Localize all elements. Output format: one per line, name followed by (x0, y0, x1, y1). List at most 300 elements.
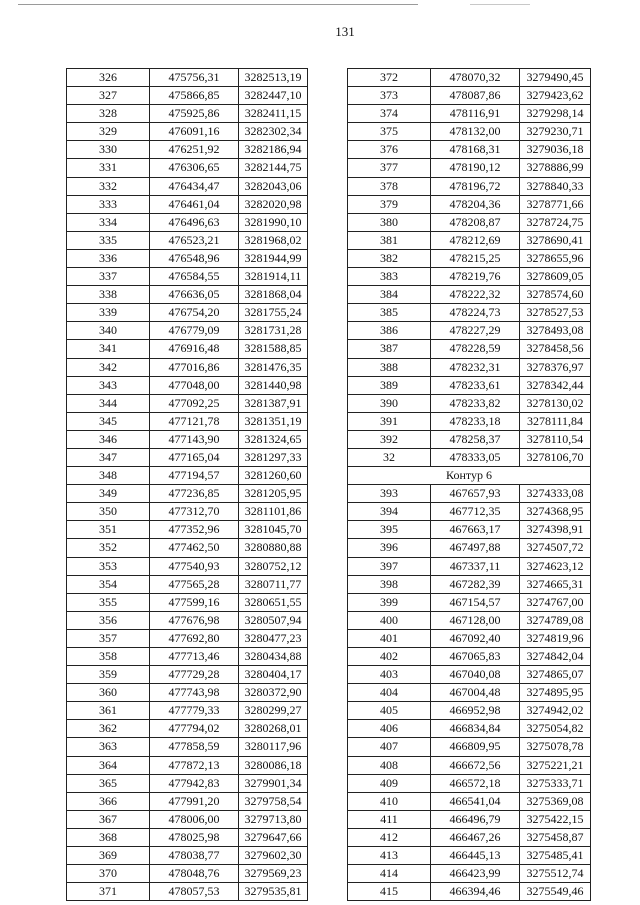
y-coordinate-cell: 3280404,17 (239, 666, 308, 684)
point-number-cell: 383 (348, 268, 431, 286)
x-coordinate-cell: 477092,25 (150, 394, 239, 412)
y-coordinate-cell: 3280434,88 (239, 648, 308, 666)
x-coordinate-cell: 466809,95 (431, 738, 520, 756)
table-row (67, 648, 308, 666)
x-coordinate-cell: 477676,98 (150, 611, 239, 629)
point-number-cell: 338 (67, 286, 150, 304)
y-coordinate-cell: 3275369,08 (520, 792, 591, 810)
table-row (67, 394, 308, 412)
y-coordinate-cell: 3279758,54 (239, 792, 308, 810)
point-number-cell: 362 (67, 720, 150, 738)
point-number-cell: 350 (67, 503, 150, 521)
point-number-cell: 412 (348, 828, 431, 846)
point-number-cell: 376 (348, 141, 431, 159)
point-number-cell: 410 (348, 792, 431, 810)
x-coordinate-cell: 478196,72 (431, 177, 520, 195)
point-number-cell: 407 (348, 738, 431, 756)
point-number-cell: 379 (348, 195, 431, 213)
x-coordinate-cell: 476461,04 (150, 195, 239, 213)
x-coordinate-cell: 466834,84 (431, 720, 520, 738)
x-coordinate-cell: 467128,00 (431, 611, 520, 629)
y-coordinate-cell: 3275221,21 (520, 756, 591, 774)
x-coordinate-cell: 477872,13 (150, 756, 239, 774)
point-number-cell: 356 (67, 611, 150, 629)
point-number-cell: 415 (348, 883, 431, 901)
table-row (67, 738, 308, 756)
y-coordinate-cell: 3274865,07 (520, 666, 591, 684)
y-coordinate-cell: 3274507,72 (520, 539, 591, 557)
y-coordinate-cell: 3281045,70 (239, 521, 308, 539)
y-coordinate-cell: 3279230,71 (520, 123, 591, 141)
y-coordinate-cell: 3282186,94 (239, 141, 308, 159)
y-coordinate-cell: 3274333,08 (520, 485, 591, 503)
y-coordinate-cell: 3275054,82 (520, 720, 591, 738)
table-row (348, 792, 591, 810)
x-coordinate-cell: 478222,32 (431, 286, 520, 304)
x-coordinate-cell: 467065,83 (431, 648, 520, 666)
point-number-cell: 342 (67, 358, 150, 376)
table-row (67, 485, 308, 503)
y-coordinate-cell: 3274623,12 (520, 557, 591, 575)
x-coordinate-cell: 476251,92 (150, 141, 239, 159)
y-coordinate-cell: 3278886,99 (520, 159, 591, 177)
table-row (348, 575, 591, 593)
y-coordinate-cell: 3279423,62 (520, 87, 591, 105)
coordinates-table-left (66, 68, 308, 901)
point-number-cell: 335 (67, 231, 150, 249)
table-row (67, 666, 308, 684)
x-coordinate-cell: 475925,86 (150, 105, 239, 123)
point-number-cell: 374 (348, 105, 431, 123)
x-coordinate-cell: 477236,85 (150, 485, 239, 503)
point-number-cell: 347 (67, 448, 150, 466)
point-number-cell: 368 (67, 828, 150, 846)
x-coordinate-cell: 476306,65 (150, 159, 239, 177)
x-coordinate-cell: 478233,18 (431, 412, 520, 430)
y-coordinate-cell: 3282144,75 (239, 159, 308, 177)
point-number-cell: 397 (348, 557, 431, 575)
point-number-cell: 363 (67, 738, 150, 756)
y-coordinate-cell: 3279535,81 (239, 883, 308, 901)
y-coordinate-cell: 3280268,01 (239, 720, 308, 738)
point-number-cell: 345 (67, 412, 150, 430)
y-coordinate-cell: 3275458,87 (520, 828, 591, 846)
y-coordinate-cell: 3275549,46 (520, 883, 591, 901)
y-coordinate-cell: 3281755,24 (239, 304, 308, 322)
x-coordinate-cell: 478204,36 (431, 195, 520, 213)
y-coordinate-cell: 3278690,41 (520, 231, 591, 249)
x-coordinate-cell: 477462,50 (150, 539, 239, 557)
y-coordinate-cell: 3274665,31 (520, 575, 591, 593)
table-row (67, 159, 308, 177)
table-row (348, 828, 591, 846)
x-coordinate-cell: 477016,86 (150, 358, 239, 376)
x-coordinate-cell: 478228,59 (431, 340, 520, 358)
x-coordinate-cell: 466423,99 (431, 865, 520, 883)
x-coordinate-cell: 477165,04 (150, 448, 239, 466)
x-coordinate-cell: 477743,98 (150, 684, 239, 702)
y-coordinate-cell: 3280117,96 (239, 738, 308, 756)
point-number-cell: 369 (67, 847, 150, 865)
y-coordinate-cell: 3281588,85 (239, 340, 308, 358)
point-number-cell: 411 (348, 810, 431, 828)
point-number-cell: 371 (67, 883, 150, 901)
y-coordinate-cell: 3278106,70 (520, 448, 591, 466)
table-row (67, 430, 308, 448)
table-row (348, 847, 591, 865)
point-number-cell: 373 (348, 87, 431, 105)
x-coordinate-cell: 476496,63 (150, 213, 239, 231)
y-coordinate-cell: 3274842,04 (520, 648, 591, 666)
y-coordinate-cell: 3282020,98 (239, 195, 308, 213)
table-row (67, 575, 308, 593)
x-coordinate-cell: 467663,17 (431, 521, 520, 539)
x-coordinate-cell: 478233,82 (431, 394, 520, 412)
point-number-cell: 389 (348, 376, 431, 394)
x-coordinate-cell: 477991,20 (150, 792, 239, 810)
table-row (348, 865, 591, 883)
table-row (67, 448, 308, 466)
point-number-cell: 408 (348, 756, 431, 774)
x-coordinate-cell: 478215,25 (431, 249, 520, 267)
x-coordinate-cell: 477599,16 (150, 593, 239, 611)
y-coordinate-cell: 3279490,45 (520, 69, 591, 87)
y-coordinate-cell: 3278342,44 (520, 376, 591, 394)
x-coordinate-cell: 477779,33 (150, 702, 239, 720)
y-coordinate-cell: 3280507,94 (239, 611, 308, 629)
x-coordinate-cell: 478087,86 (431, 87, 520, 105)
table-row (348, 720, 591, 738)
x-coordinate-cell: 477713,46 (150, 648, 239, 666)
x-coordinate-cell: 477794,02 (150, 720, 239, 738)
y-coordinate-cell: 3278130,02 (520, 394, 591, 412)
point-number-cell: 331 (67, 159, 150, 177)
x-coordinate-cell: 476523,21 (150, 231, 239, 249)
table-row (67, 702, 308, 720)
contour-label: Контур 6 (348, 467, 591, 485)
point-number-cell: 393 (348, 485, 431, 503)
x-coordinate-cell: 466496,79 (431, 810, 520, 828)
x-coordinate-cell: 477540,93 (150, 557, 239, 575)
y-coordinate-cell: 3279602,30 (239, 847, 308, 865)
point-number-cell: 336 (67, 249, 150, 267)
x-coordinate-cell: 476434,47 (150, 177, 239, 195)
table-row (67, 213, 308, 231)
x-coordinate-cell: 477143,90 (150, 430, 239, 448)
table-row (348, 629, 591, 647)
point-number-cell: 392 (348, 430, 431, 448)
table-row (67, 87, 308, 105)
table-row (67, 503, 308, 521)
y-coordinate-cell: 3280752,12 (239, 557, 308, 575)
table-row (348, 286, 591, 304)
table-row (348, 105, 591, 123)
table-row (67, 322, 308, 340)
table-row (348, 394, 591, 412)
y-coordinate-cell: 3280651,55 (239, 593, 308, 611)
x-coordinate-cell: 477692,80 (150, 629, 239, 647)
x-coordinate-cell: 478212,69 (431, 231, 520, 249)
y-coordinate-cell: 3279713,80 (239, 810, 308, 828)
point-number-cell: 370 (67, 865, 150, 883)
table-row (348, 358, 591, 376)
y-coordinate-cell: 3275485,41 (520, 847, 591, 865)
x-coordinate-cell: 478116,91 (431, 105, 520, 123)
point-number-cell: 341 (67, 340, 150, 358)
table-row (67, 521, 308, 539)
y-coordinate-cell: 3275422,15 (520, 810, 591, 828)
y-coordinate-cell: 3279569,23 (239, 865, 308, 883)
x-coordinate-cell: 478006,00 (150, 810, 239, 828)
x-coordinate-cell: 478219,76 (431, 268, 520, 286)
table-row (67, 756, 308, 774)
table-row (348, 69, 591, 87)
table-row (348, 159, 591, 177)
y-coordinate-cell: 3275078,78 (520, 738, 591, 756)
point-number-cell: 329 (67, 123, 150, 141)
x-coordinate-cell: 478070,32 (431, 69, 520, 87)
y-coordinate-cell: 3274767,00 (520, 593, 591, 611)
x-coordinate-cell: 475866,85 (150, 87, 239, 105)
y-coordinate-cell: 3280477,23 (239, 629, 308, 647)
y-coordinate-cell: 3279647,66 (239, 828, 308, 846)
point-number-cell: 334 (67, 213, 150, 231)
table-row (67, 358, 308, 376)
point-number-cell: 327 (67, 87, 150, 105)
table-row (348, 756, 591, 774)
x-coordinate-cell: 476636,05 (150, 286, 239, 304)
table-row (348, 322, 591, 340)
page-number: 131 (335, 24, 355, 39)
point-number-cell: 339 (67, 304, 150, 322)
table-row (348, 666, 591, 684)
y-coordinate-cell: 3282447,10 (239, 87, 308, 105)
contour-header-row (348, 467, 591, 485)
point-number-cell: 381 (348, 231, 431, 249)
table-row (348, 340, 591, 358)
x-coordinate-cell: 478132,00 (431, 123, 520, 141)
y-coordinate-cell: 3281387,91 (239, 394, 308, 412)
point-number-cell: 367 (67, 810, 150, 828)
x-coordinate-cell: 476754,20 (150, 304, 239, 322)
table-row (67, 177, 308, 195)
x-coordinate-cell: 478208,87 (431, 213, 520, 231)
point-number-cell: 348 (67, 467, 150, 485)
table-row (67, 865, 308, 883)
coordinates-table-right (347, 68, 591, 901)
y-coordinate-cell: 3281868,04 (239, 286, 308, 304)
point-number-cell: 359 (67, 666, 150, 684)
table-row (67, 340, 308, 358)
table-row (348, 810, 591, 828)
coordinates-table-right-body (348, 69, 591, 901)
table-row (348, 883, 591, 901)
y-coordinate-cell: 3275333,71 (520, 774, 591, 792)
table-row (348, 539, 591, 557)
point-number-cell: 384 (348, 286, 431, 304)
x-coordinate-cell: 478258,37 (431, 430, 520, 448)
x-coordinate-cell: 478224,73 (431, 304, 520, 322)
point-number-cell: 332 (67, 177, 150, 195)
x-coordinate-cell: 466445,13 (431, 847, 520, 865)
y-coordinate-cell: 3278111,84 (520, 412, 591, 430)
table-row (348, 177, 591, 195)
point-number-cell: 343 (67, 376, 150, 394)
point-number-cell: 326 (67, 69, 150, 87)
point-number-cell: 387 (348, 340, 431, 358)
x-coordinate-cell: 478048,76 (150, 865, 239, 883)
table-row (348, 141, 591, 159)
x-coordinate-cell: 478333,05 (431, 448, 520, 466)
point-number-cell: 398 (348, 575, 431, 593)
x-coordinate-cell: 476584,55 (150, 268, 239, 286)
y-coordinate-cell: 3281968,02 (239, 231, 308, 249)
table-row (348, 684, 591, 702)
x-coordinate-cell: 477312,70 (150, 503, 239, 521)
table-row (67, 684, 308, 702)
point-number-cell: 388 (348, 358, 431, 376)
y-coordinate-cell: 3281476,35 (239, 358, 308, 376)
table-row (67, 792, 308, 810)
point-number-cell: 414 (348, 865, 431, 883)
x-coordinate-cell: 478233,61 (431, 376, 520, 394)
y-coordinate-cell: 3282302,34 (239, 123, 308, 141)
y-coordinate-cell: 3274895,95 (520, 684, 591, 702)
table-row (67, 195, 308, 213)
x-coordinate-cell: 477352,96 (150, 521, 239, 539)
point-number-cell: 349 (67, 485, 150, 503)
y-coordinate-cell: 3274789,08 (520, 611, 591, 629)
table-row (67, 774, 308, 792)
point-number-cell: 394 (348, 503, 431, 521)
y-coordinate-cell: 3278376,97 (520, 358, 591, 376)
table-row (67, 376, 308, 394)
point-number-cell: 372 (348, 69, 431, 87)
table-row (67, 557, 308, 575)
table-row (67, 810, 308, 828)
y-coordinate-cell: 3280711,77 (239, 575, 308, 593)
table-row (348, 87, 591, 105)
point-number-cell: 32 (348, 448, 431, 466)
y-coordinate-cell: 3281260,60 (239, 467, 308, 485)
table-row (348, 123, 591, 141)
point-number-cell: 358 (67, 648, 150, 666)
x-coordinate-cell: 466541,04 (431, 792, 520, 810)
x-coordinate-cell: 475756,31 (150, 69, 239, 87)
y-coordinate-cell: 3274368,95 (520, 503, 591, 521)
table-row (67, 467, 308, 485)
x-coordinate-cell: 478025,98 (150, 828, 239, 846)
table-row (348, 702, 591, 720)
x-coordinate-cell: 477942,83 (150, 774, 239, 792)
point-number-cell: 352 (67, 539, 150, 557)
table-row (348, 648, 591, 666)
table-row (348, 376, 591, 394)
y-coordinate-cell: 3278493,08 (520, 322, 591, 340)
x-coordinate-cell: 466952,98 (431, 702, 520, 720)
x-coordinate-cell: 478168,31 (431, 141, 520, 159)
top-rule-faint (470, 4, 530, 5)
x-coordinate-cell: 467154,57 (431, 593, 520, 611)
table-row (348, 503, 591, 521)
x-coordinate-cell: 466467,26 (431, 828, 520, 846)
table-row (348, 611, 591, 629)
x-coordinate-cell: 477858,59 (150, 738, 239, 756)
point-number-cell: 366 (67, 792, 150, 810)
point-number-cell: 351 (67, 521, 150, 539)
y-coordinate-cell: 3280086,18 (239, 756, 308, 774)
x-coordinate-cell: 467712,35 (431, 503, 520, 521)
table-row (348, 304, 591, 322)
y-coordinate-cell: 3278574,60 (520, 286, 591, 304)
point-number-cell: 330 (67, 141, 150, 159)
point-number-cell: 395 (348, 521, 431, 539)
point-number-cell: 346 (67, 430, 150, 448)
x-coordinate-cell: 467282,39 (431, 575, 520, 593)
table-row (67, 539, 308, 557)
x-coordinate-cell: 477194,57 (150, 467, 239, 485)
y-coordinate-cell: 3281205,95 (239, 485, 308, 503)
point-number-cell: 401 (348, 629, 431, 647)
table-row (67, 629, 308, 647)
table-row (67, 123, 308, 141)
point-number-cell: 377 (348, 159, 431, 177)
y-coordinate-cell: 3278110,54 (520, 430, 591, 448)
y-coordinate-cell: 3281351,19 (239, 412, 308, 430)
point-number-cell: 380 (348, 213, 431, 231)
point-number-cell: 355 (67, 593, 150, 611)
point-number-cell: 337 (67, 268, 150, 286)
table-row (67, 141, 308, 159)
coordinates-table-left-body (67, 69, 308, 901)
table-row (348, 485, 591, 503)
point-number-cell: 405 (348, 702, 431, 720)
point-number-cell: 402 (348, 648, 431, 666)
table-row (67, 720, 308, 738)
table-row (67, 268, 308, 286)
point-number-cell: 404 (348, 684, 431, 702)
point-number-cell: 391 (348, 412, 431, 430)
table-row (67, 69, 308, 87)
y-coordinate-cell: 3279298,14 (520, 105, 591, 123)
table-row (348, 448, 591, 466)
table-row (348, 521, 591, 539)
point-number-cell: 403 (348, 666, 431, 684)
x-coordinate-cell: 466394,46 (431, 883, 520, 901)
table-row (67, 412, 308, 430)
y-coordinate-cell: 3279901,34 (239, 774, 308, 792)
point-number-cell: 340 (67, 322, 150, 340)
x-coordinate-cell: 476548,96 (150, 249, 239, 267)
x-coordinate-cell: 477729,28 (150, 666, 239, 684)
table-row (348, 557, 591, 575)
y-coordinate-cell: 3278840,33 (520, 177, 591, 195)
y-coordinate-cell: 3281914,11 (239, 268, 308, 286)
y-coordinate-cell: 3278527,53 (520, 304, 591, 322)
x-coordinate-cell: 478227,29 (431, 322, 520, 340)
y-coordinate-cell: 3279036,18 (520, 141, 591, 159)
y-coordinate-cell: 3281324,65 (239, 430, 308, 448)
table-row (348, 738, 591, 756)
x-coordinate-cell: 476091,16 (150, 123, 239, 141)
x-coordinate-cell: 478232,31 (431, 358, 520, 376)
y-coordinate-cell: 3278609,05 (520, 268, 591, 286)
x-coordinate-cell: 467337,11 (431, 557, 520, 575)
y-coordinate-cell: 3281101,86 (239, 503, 308, 521)
point-number-cell: 385 (348, 304, 431, 322)
table-row (67, 286, 308, 304)
table-row (67, 611, 308, 629)
